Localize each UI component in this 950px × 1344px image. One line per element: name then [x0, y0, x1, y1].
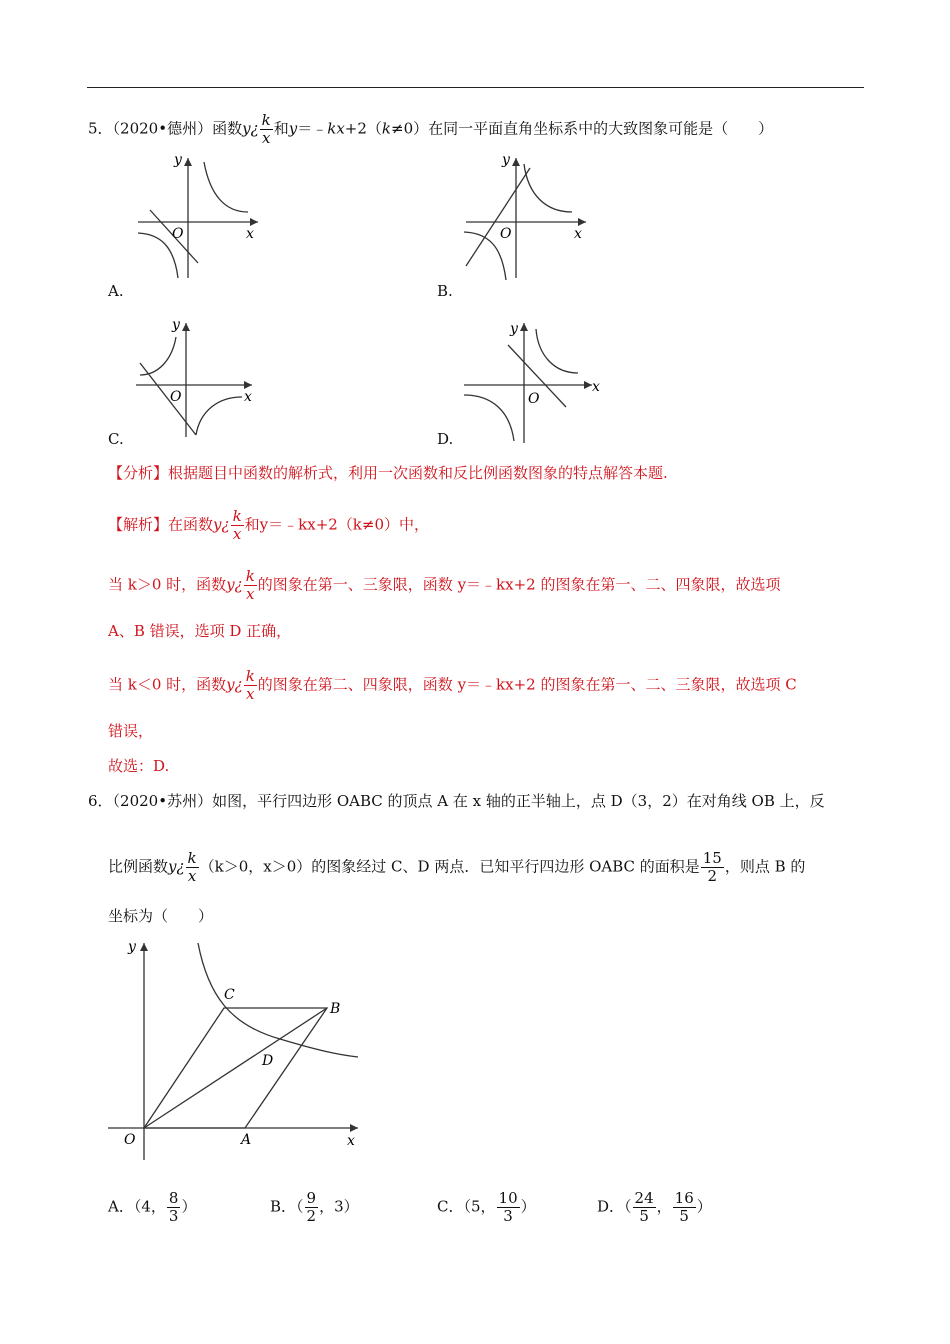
svg-text:C: C [224, 987, 235, 1003]
q5-option-b-label[interactable]: B. [437, 282, 453, 300]
q5-graph-d [458, 315, 603, 445]
svg-text:B: B [330, 1001, 341, 1017]
svg-text:y: y [128, 939, 136, 955]
svg-text:x: x [246, 226, 254, 242]
svg-text:y: y [172, 317, 180, 333]
svg-text:x: x [574, 226, 582, 242]
q5-case2-cont: 错误， [108, 722, 154, 740]
q6-figure [100, 935, 370, 1165]
svg-text:O: O [124, 1132, 136, 1148]
q5-analysis: 【分析】根据题目中函数的解析式，利用一次函数和反比例函数图象的特点解答本题. [108, 464, 668, 482]
q5-option-c-label[interactable]: C. [108, 430, 124, 448]
q6-choice-a[interactable]: A．（4， $\frac{8}{3}$ ） [108, 1189, 197, 1225]
q5-case1-cont: A、B 错误，选项 D 正确， [108, 622, 292, 640]
svg-text:y: y [510, 321, 518, 337]
top-rule [87, 87, 864, 88]
q6-choice-b[interactable]: B．（ $\frac{9}{2}$ ，3） [270, 1189, 359, 1225]
svg-text:x: x [592, 379, 600, 395]
svg-text:x: x [244, 389, 252, 405]
q5-answer: 故选：D. [108, 757, 170, 775]
svg-text:A: A [241, 1132, 252, 1148]
q6-stem-line2: 比例函数y¿ $\frac{k}{x}$ （k＞0，x＞0）的图象经过 C、D 两点．已知平行四边形 OABC 的面积是 $\frac{15}{2}$ ，则点 B 的 [108, 849, 806, 885]
q6-choice-d[interactable]: D．（ $\frac{24}{5}$ ， $\frac{16}{5}$ ） [597, 1189, 712, 1225]
svg-text:O: O [172, 226, 184, 242]
svg-text:y: y [174, 152, 182, 168]
q6-stem-line1: 6．（2020•苏州）如图，平行四边形 OABC 的顶点 A 在 x 轴的正半轴上，点 D（3，2）在对角线 OB 上，反 [88, 792, 825, 810]
svg-text:O: O [500, 226, 512, 242]
q5-stem: 5．（2020•德州）函数y¿ $\frac{k}{x}$ 和y＝﹣kx+2（k≠0）在同一平面直角坐标系中的大致图象可能是（ ） [88, 111, 774, 147]
q5-option-d-label[interactable]: D. [437, 430, 454, 448]
q5-case2: 当 k＜0 时，函数y¿ $\frac{k}{x}$ 的图象在第二、四象限，函数 y＝﹣kx+2 的图象在第一、二、三象限，故选项 C [108, 667, 797, 703]
q5-option-a-label[interactable]: A. [108, 282, 124, 300]
svg-text:O: O [170, 389, 182, 405]
svg-text:D: D [262, 1053, 274, 1069]
q6-stem-line3: 坐标为（ ） [108, 907, 214, 925]
svg-text:x: x [347, 1133, 355, 1149]
q5-case1: 当 k＞0 时，函数y¿ $\frac{k}{x}$ 的图象在第一、三象限，函数 y＝﹣kx+2 的图象在第一、二、四象限，故选项 [108, 567, 781, 603]
q5-graph-b [458, 150, 593, 285]
svg-text:O: O [528, 391, 540, 407]
q6-choice-c[interactable]: C．（5， $\frac{10}{3}$ ） [437, 1189, 536, 1225]
svg-text:y: y [502, 152, 510, 168]
q5-solution-intro: 【解析】在函数y¿ $\frac{k}{x}$ 和y＝﹣kx+2（k≠0）中， [108, 507, 430, 543]
q5-graph-c [130, 315, 265, 440]
q5-graph-a [130, 150, 265, 285]
